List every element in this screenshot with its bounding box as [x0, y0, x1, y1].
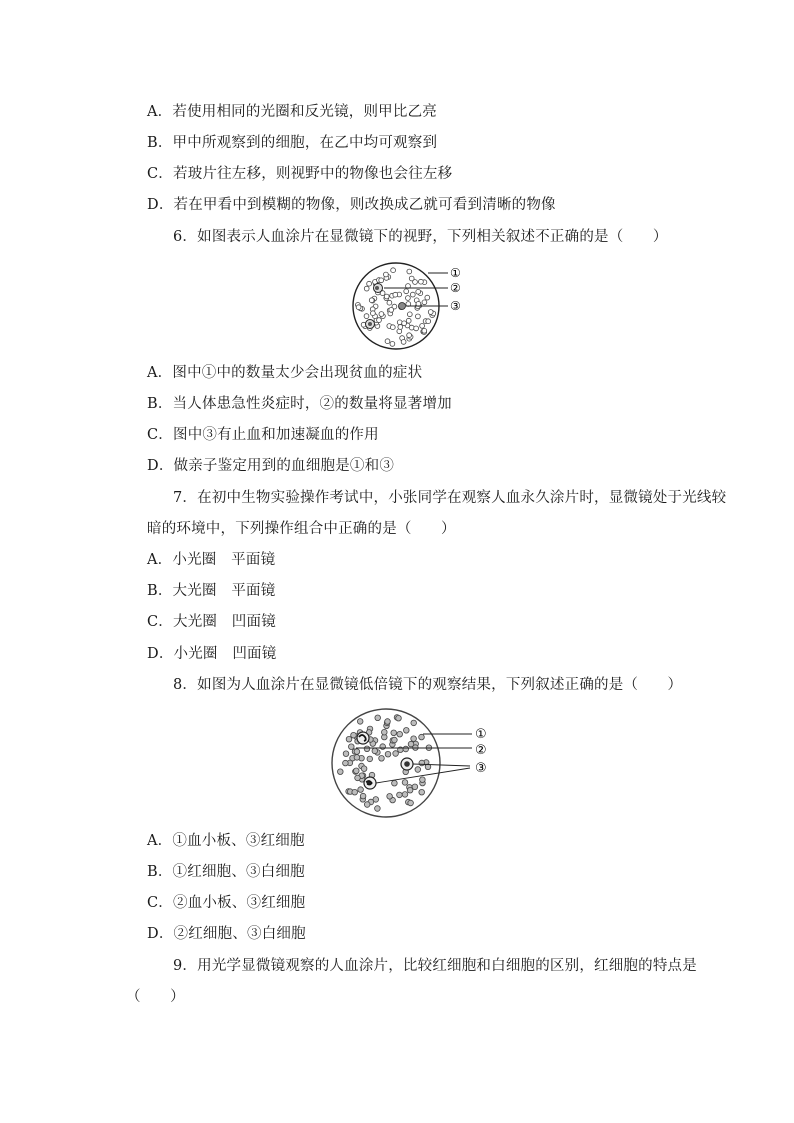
red-blood-cell	[380, 744, 386, 750]
q8-option-d: D．②红细胞、③白细胞	[147, 926, 306, 942]
red-blood-cell	[422, 300, 427, 305]
red-blood-cell	[397, 731, 403, 737]
q9-stem-line1: 9．用光学显微镜观察的人血涂片，比较红细胞和白细胞的区别，红细胞的特点是	[173, 958, 697, 974]
red-blood-cell	[349, 744, 355, 750]
red-blood-cell	[404, 728, 410, 734]
red-blood-cell	[364, 286, 369, 291]
red-blood-cell	[369, 298, 374, 303]
red-blood-cell	[408, 800, 414, 806]
red-blood-cell	[402, 780, 408, 786]
red-blood-cell	[391, 268, 396, 273]
red-blood-cell	[404, 289, 409, 294]
red-blood-cell	[379, 312, 384, 317]
red-blood-cell	[346, 736, 352, 742]
red-blood-cell	[419, 279, 424, 284]
red-blood-cell	[384, 294, 389, 299]
q6-option-d: D．做亲子鉴定用到的血细胞是①和③	[147, 458, 395, 474]
red-blood-cell	[361, 766, 367, 772]
red-blood-cell	[407, 312, 412, 317]
red-blood-cell	[372, 748, 378, 754]
red-blood-cell	[379, 278, 384, 283]
q8-label-2: ②	[475, 743, 487, 758]
red-blood-cell	[397, 792, 403, 798]
prev-option-d: D．若在甲看中到模糊的物像，则改换成乙就可看到清晰的物像	[147, 197, 556, 213]
red-blood-cell	[343, 760, 349, 766]
red-blood-cell	[403, 746, 409, 752]
red-blood-cell	[338, 769, 344, 775]
q6-option-c: C．图中③有止血和加速凝血的作用	[147, 427, 379, 443]
red-blood-cell	[393, 751, 399, 757]
red-blood-cell	[409, 276, 414, 281]
red-blood-cell	[385, 719, 391, 725]
prev-option-a: A．若使用相同的光圈和反光镜，则甲比乙亮	[147, 104, 437, 120]
red-blood-cell	[392, 780, 398, 786]
red-blood-cell	[407, 269, 412, 274]
red-blood-cell	[364, 802, 370, 808]
red-blood-cell	[397, 320, 402, 325]
q7-option-a: A．小光圈 平面镜	[147, 552, 276, 568]
red-blood-cell	[420, 324, 425, 329]
red-blood-cell	[425, 295, 430, 300]
red-blood-cell	[343, 751, 349, 757]
red-blood-cell	[382, 729, 388, 735]
red-blood-cell	[419, 760, 425, 766]
red-blood-cell	[407, 787, 413, 793]
red-blood-cell	[409, 325, 414, 330]
red-blood-cell	[371, 311, 376, 316]
q8-option-a: A．①血小板、③红细胞	[147, 833, 305, 849]
red-blood-cell	[367, 756, 373, 762]
q6-stem: 6．如图表示人血涂片在显微镜下的视野，下列相关叙述不正确的是（ ）	[173, 229, 668, 245]
red-blood-cell	[419, 789, 425, 795]
red-blood-cell	[385, 339, 390, 344]
red-blood-cell	[420, 777, 426, 783]
q6-label-3: ③	[450, 299, 461, 313]
q6-label-2: ②	[450, 281, 461, 295]
red-blood-cell	[392, 737, 398, 743]
red-blood-cell	[375, 715, 381, 721]
red-blood-cell	[407, 333, 412, 338]
red-blood-cell	[401, 340, 406, 345]
prev-option-b: B．甲中所观察到的细胞，在乙中均可观察到	[147, 135, 438, 151]
q6-option-b: B．当人体患急性炎症时，②的数量将显著增加	[147, 396, 452, 412]
red-blood-cell	[402, 792, 408, 798]
red-blood-cell	[367, 281, 372, 286]
red-blood-cell	[426, 319, 431, 324]
red-blood-cell	[411, 720, 417, 726]
q6-label-1: ①	[450, 266, 461, 280]
red-blood-cell	[377, 318, 382, 323]
red-blood-cell	[416, 314, 421, 319]
red-blood-cell	[411, 736, 417, 742]
q8-label-1: ①	[475, 727, 487, 742]
red-blood-cell	[396, 715, 402, 721]
red-blood-cell	[364, 746, 370, 752]
red-blood-cell	[422, 328, 427, 333]
red-blood-cell	[355, 775, 361, 781]
q8-stem: 8．如图为人血涂片在显微镜低倍镜下的观察结果，下列叙述正确的是（ ）	[173, 677, 683, 693]
red-blood-cell	[393, 292, 398, 297]
red-blood-cell	[358, 787, 364, 793]
red-blood-cell	[387, 300, 392, 305]
red-blood-cell	[419, 734, 425, 740]
red-blood-cell	[354, 768, 360, 774]
q8-option-c: C．②血小板、③红细胞	[147, 895, 306, 911]
red-blood-cell	[357, 719, 363, 725]
red-blood-cell	[402, 321, 407, 326]
red-blood-cell	[354, 749, 360, 755]
red-blood-cell	[391, 730, 397, 736]
q7-stem-line2: 暗的环境中，下列操作组合中正确的是（ ）	[147, 521, 456, 537]
red-blood-cell	[416, 289, 421, 294]
red-blood-cell	[356, 305, 361, 310]
q6-blood-smear-figure	[350, 258, 462, 354]
red-blood-cell	[398, 325, 403, 330]
q6-platelet	[399, 303, 406, 310]
red-blood-cell	[352, 789, 358, 795]
red-blood-cell	[351, 732, 357, 738]
red-blood-cell	[385, 751, 391, 757]
q8-label-3: ③	[475, 761, 487, 776]
red-blood-cell	[406, 318, 411, 323]
q6-option-a: A．图中①中的数量太少会出现贫血的症状	[147, 365, 423, 381]
q7-option-b: B．大光圈 平面镜	[147, 583, 276, 599]
q8-option-b: B．①红细胞、③白细胞	[147, 864, 305, 880]
q8-blood-smear-figure	[326, 706, 498, 818]
red-blood-cell	[360, 793, 366, 799]
red-blood-cell	[390, 325, 395, 330]
red-blood-cell	[406, 296, 411, 301]
q7-option-c: C．大光圈 凹面镜	[147, 614, 276, 630]
red-blood-cell	[410, 292, 415, 297]
red-blood-cell	[428, 310, 433, 315]
red-blood-cell	[364, 314, 369, 319]
prev-option-c: C．若玻片往左移，则视野中的物像也会往左移	[147, 166, 453, 182]
red-blood-cell	[414, 326, 419, 331]
red-blood-cell	[379, 756, 385, 762]
q9-stem-line2: （ ）	[126, 989, 185, 1005]
red-blood-cell	[415, 767, 421, 773]
red-blood-cell	[387, 794, 393, 800]
red-blood-cell	[375, 806, 381, 812]
red-blood-cell	[354, 755, 360, 761]
red-blood-cell	[384, 272, 389, 277]
red-blood-cell	[390, 342, 395, 347]
q7-stem-line1: 7．在初中生物实验操作考试中，小张同学在观察人血永久涂片时，显微镜处于光线较	[173, 490, 727, 506]
q7-option-d: D．小光圈 凹面镜	[147, 646, 277, 662]
red-blood-cell	[389, 308, 394, 313]
